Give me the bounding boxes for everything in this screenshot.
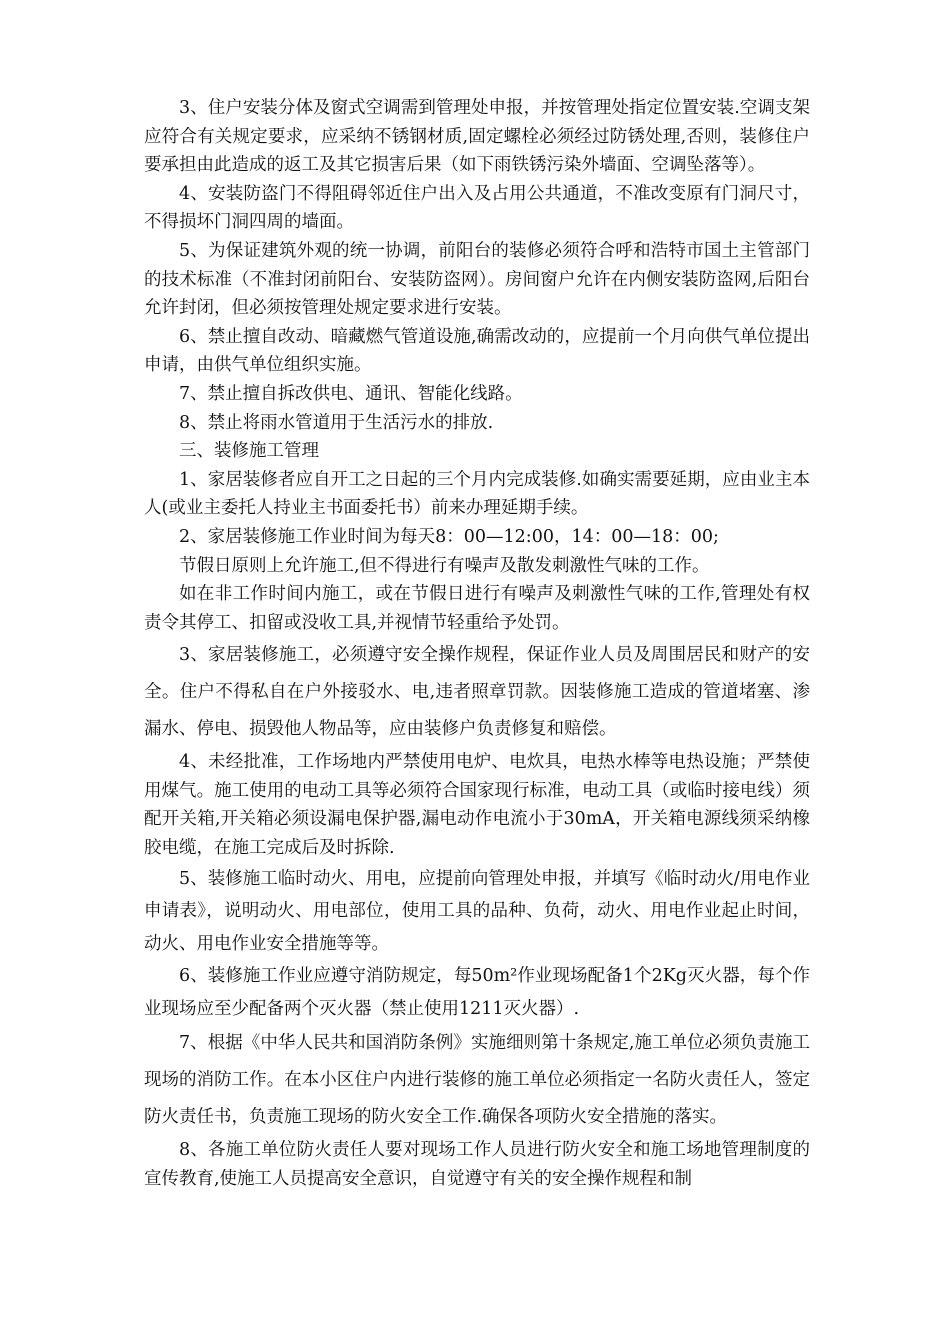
paragraph-gas-pipe: 6、禁止擅自改动、暗藏燃气管道设施,确需改动的，应提前一个月向供气单位提出申请，由供气单位组织实施。 <box>144 326 810 376</box>
paragraph-extinguisher: 6、装修施工作业应遵守消防规定，每50m²作业现场配备1个2Kg灭火器，每个作业现场应至少配备两个灭火器（禁止使用1211灭火器）. <box>144 966 810 1019</box>
paragraph-safety: 3、家居装修施工，必须遵守安全操作规程，保证作业人员及周围居民和财产的安全。住户不得私自在户外接驳水、电,违者照章罚款。因装修施工造成的管道堵塞、渗漏水、停电、损毁他人物品等，应由装修户负责修复和赔偿。 <box>144 645 810 740</box>
paragraph-working-hours: 2、家居装修施工作业时间为每天8：00—12:00，14：00—18：00; <box>179 526 719 547</box>
paragraph-security-door: 4、安装防盗门不得阻碍邻近住户出入及占用公共通道，不准改变原有门洞尺寸，不得损坏门洞四周的墙面。 <box>144 183 810 233</box>
paragraph-aircon: 3、住户安装分体及窗式空调需到管理处申报，并按管理处指定位置安装.空调支架应符合有关规定要求，应采纳不锈钢材质,固定螺栓必须经过防锈处理,否则，装修住户要承担由此造成的返工及其它损害后果（如下雨铁锈污染外墙面、空调坠落等）。 <box>144 98 810 176</box>
paragraph-fire-law: 7、根据《中华人民共和国消防条例》实施细则第十条规定,施工单位必须负责施工现场的消防工作。在本小区住户内进行装修的施工单位必须指定一名防火责任人，签定防火责任书，负责施工现场的防火安全工作.确保各项防火安全措施的落实。 <box>144 1033 810 1128</box>
section-heading-construction: 三、装修施工管理 <box>179 441 319 462</box>
paragraph-balcony: 5、为保证建筑外观的统一协调，前阳台的装修必须符合呼和浩特市国土主管部门的技术标准（不准封闭前阳台、安装防盗网）。房间窗户允许在内侧安装防盗网,后阳台允许封闭，但必须按管理处规定要求进行安装。 <box>144 240 810 319</box>
paragraph-holidays: 节假日原则上允许施工,但不得进行有噪声及散发刺激性气味的工作。 <box>179 555 710 576</box>
paragraph-fire-education: 8、各施工单位防火责任人要对现场工作人员进行防火安全和施工场地管理制度的宣传教育,使施工人员提高安全意识，自觉遵守有关的安全操作规程和制 <box>144 1140 810 1189</box>
document-body <box>144 94 810 1193</box>
paragraph-penalty: 如在非工作时间内施工，或在节假日进行有噪声及刺激性气味的工作,管理处有权责令其停工、扣留或没收工具,并视情节轻重给予处罚。 <box>144 584 810 633</box>
paragraph-duration: 1、家居装修者应自开工之日起的三个月内完成装修.如确实需要延期，应由业主本人(或业主委托人持业主书面委托书）前来办理延期手续。 <box>144 469 810 519</box>
paragraph-wiring: 7、禁止擅自拆改供电、通讯、智能化线路。 <box>179 383 523 404</box>
paragraph-rain-pipe: 8、禁止将雨水管道用于生活污水的排放. <box>179 412 494 433</box>
paragraph-hot-work: 5、装修施工临时动火、用电，应提前向管理处申报，并填写《临时动火/用电作业申请表》，说明动火、用电部位，使用工具的品种、负荷，动火、用电作业起止时间，动火、用电作业安全措施等等。 <box>144 868 810 954</box>
paragraph-electric: 4、未经批准，工作场地内严禁使用电炉、电炊具，电热水棒等电热设施；严禁使用煤气。施工使用的电动工具等必须符合国家现行标准，电动工具（或临时接电线）须配开关箱,开关箱必须设漏电保护器,漏电动作电流小于30mA，开关箱电源线须采纳橡胶电缆，在施工完成后及时拆除. <box>144 752 810 859</box>
